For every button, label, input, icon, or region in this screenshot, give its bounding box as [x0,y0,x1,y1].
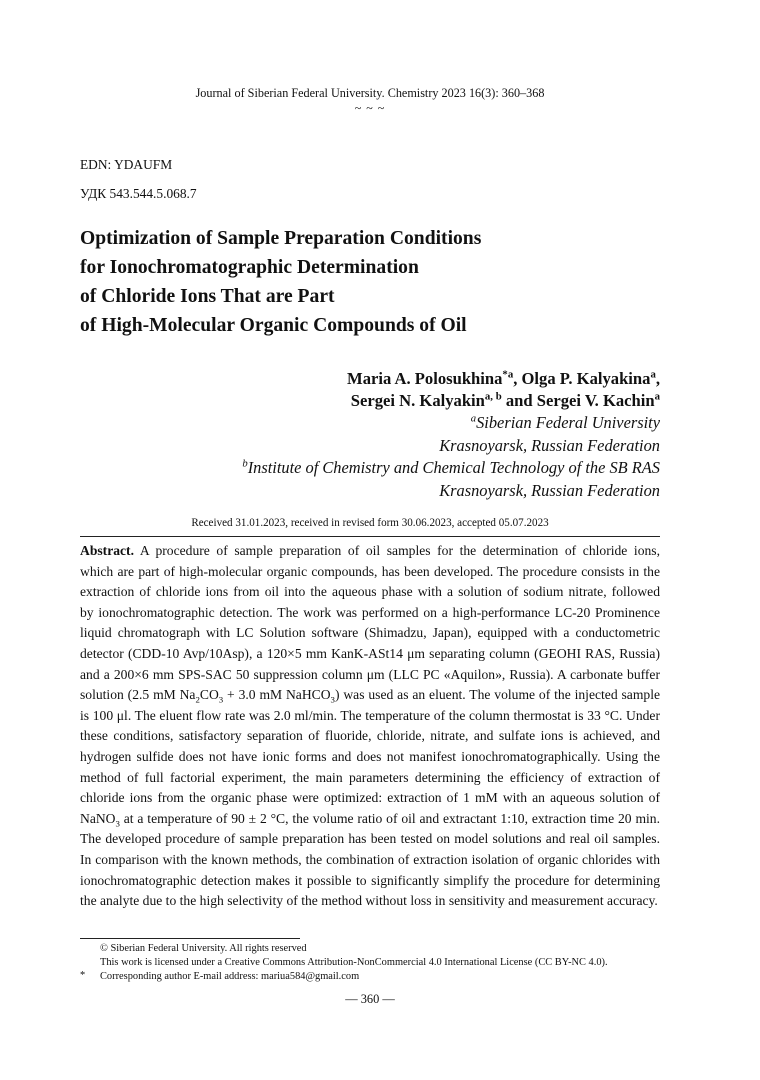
subscript: 2 [195,694,200,705]
abstract-line: ionochromatographic detection makes it possible to significantly simplify the procedure for determining [80,872,660,888]
author-separator: , [655,369,660,388]
abstract-text: + 3.0 mM NaHCO [223,687,331,703]
abstract-line: these conditions, satisfactory separation of fluoride, chloride, nitrate, and sulfate ions is achieved, and [80,728,660,744]
author-line [347,390,660,412]
title-line: of Chloride Ions That are Part [80,286,335,307]
author-affiliation-mark: a, b [484,390,502,403]
affiliation-city: Krasnoyarsk, Russian Federation [439,435,660,455]
edn-code: EDN: YDAUFM [80,157,173,172]
author-separator: , [513,369,522,388]
abstract-line: detector (CDD-10 Avp/10Asp), a 120×5 mm KanK-ASt14 μm separating column (GEOHI RAS, Russia) [80,645,660,661]
abstract-text: CO [199,687,219,703]
paper-title [80,224,680,340]
author-name: Sergei V. Kachin [536,391,655,410]
author-list [347,368,660,412]
received-dates: Received 31.01.2023, received in revised form 30.06.2023, accepted 05.07.2023 [191,517,549,529]
abstract [80,541,660,912]
abstract-line: In comparison with the known methods, the combination of extraction isolation of organic chlorides with [80,851,660,867]
subscript: 3 [218,694,224,705]
author-affiliation-mark: a [650,368,656,381]
author-name: Maria A. Polosukhina [347,369,503,388]
author-name: Olga P. Kalyakina [521,369,651,388]
abstract-line: The developed procedure of sample preparation has been tested on model solutions and real oil samples. [80,831,660,847]
abstract-rule [80,536,660,537]
affiliation-mark: b [242,458,248,470]
abstract-text: ) was used as an eluent. The volume of the injected sample [334,687,661,703]
affiliation-name: Institute of Chemistry and Chemical Technology of the SB RAS [247,458,660,478]
title-line: for Ionochromatographic Determination [80,257,419,278]
title-line: of High-Molecular Organic Compounds of Oil [80,315,467,336]
abstract-label: Abstract. [80,543,134,558]
abstract-line: by ionochromatographic detection. The work was performed on a high-performance LC-20 Prominence [80,604,660,620]
abstract-line [80,685,660,706]
affiliation-a [242,412,660,435]
author-affiliation-mark: a [654,390,660,403]
abstract-text: A procedure of sample preparation of oil samples for the determination of chloride ions, [133,543,660,558]
author-separator: and [501,391,537,410]
abstract-text: at a temperature of 90 ± 2 °C, the volume ratio of oil and extractant 1:10, extraction time 20 min. [119,810,660,826]
affiliation-mark: a [470,413,477,425]
abstract-line: is 100 μl. The eluent flow rate was 2.0 ml/min. The temperature of the column thermostat is 33 °C. Under [80,707,660,723]
abstract-line: extraction of chloride ions from oil into the aqueous phase with a solution of sodium nitrate, followed [80,584,660,600]
abstract-text: solution (2.5 mM Na [80,687,196,703]
footnote-corresponding: Corresponding author E-mail address: mariua584@gmail.com [100,971,360,982]
abstract-line [80,541,660,562]
footnote-star-mark: * [80,970,86,981]
abstract-line: and a 200×6 mm SPS-SAC 50 suppression column μm (LLC PC «Aquilon», Russia). A carbonate buffer [80,666,660,682]
affiliation-name: Siberian Federal University [476,413,660,432]
title-line: Optimization of Sample Preparation Conditions [80,228,482,249]
footnote-rule [80,938,300,939]
page-number: — 360 — [345,992,395,1006]
abstract-text: NaNO [80,810,116,826]
header-separator: ~ ~ ~ [354,101,386,115]
affiliations [242,412,660,502]
affiliation-b [242,457,660,480]
footnote-copyright: © Siberian Federal University. All rights reserved [100,943,307,954]
author-affiliation-mark: *a [502,368,514,381]
abstract-line: liquid chromatograph with LC Solution software (Shimadzu, Japan), equipped with a conductometric [80,625,660,641]
subscript: 3 [115,818,120,829]
abstract-line: chloride ions from the organic phase were optimized: extraction of 1 mM with an aqueous solution of [80,790,660,806]
abstract-line: which are part of high-molecular organic compounds, has been developed. The procedure consists in the [80,563,660,579]
journal-header: Journal of Siberian Federal University. Chemistry 2023 16(3): 360–368 [195,86,545,100]
abstract-line: hydrogen sulfide does not have ionic forms and does not manifest ionochromatographically. Using the [80,748,660,764]
affiliation-city: Krasnoyarsk, Russian Federation [439,480,660,500]
author-name: Sergei N. Kalyakin [350,391,485,410]
abstract-line: method of full factorial experiment, the main parameters determining the efficiency of extraction of [80,769,660,785]
subscript: 3 [330,694,335,705]
footnote-license: This work is licensed under a Creative Commons Attribution-NonCommercial 4.0 International License (CC BY-NC 4.0). [100,957,608,968]
udk-code: УДК 543.544.5.068.7 [80,186,197,201]
abstract-line: the analyte due to the high selectivity of the method without loss in sensitivity and measurement accuracy. [80,893,658,909]
author-line [347,368,660,390]
abstract-line [80,809,660,830]
